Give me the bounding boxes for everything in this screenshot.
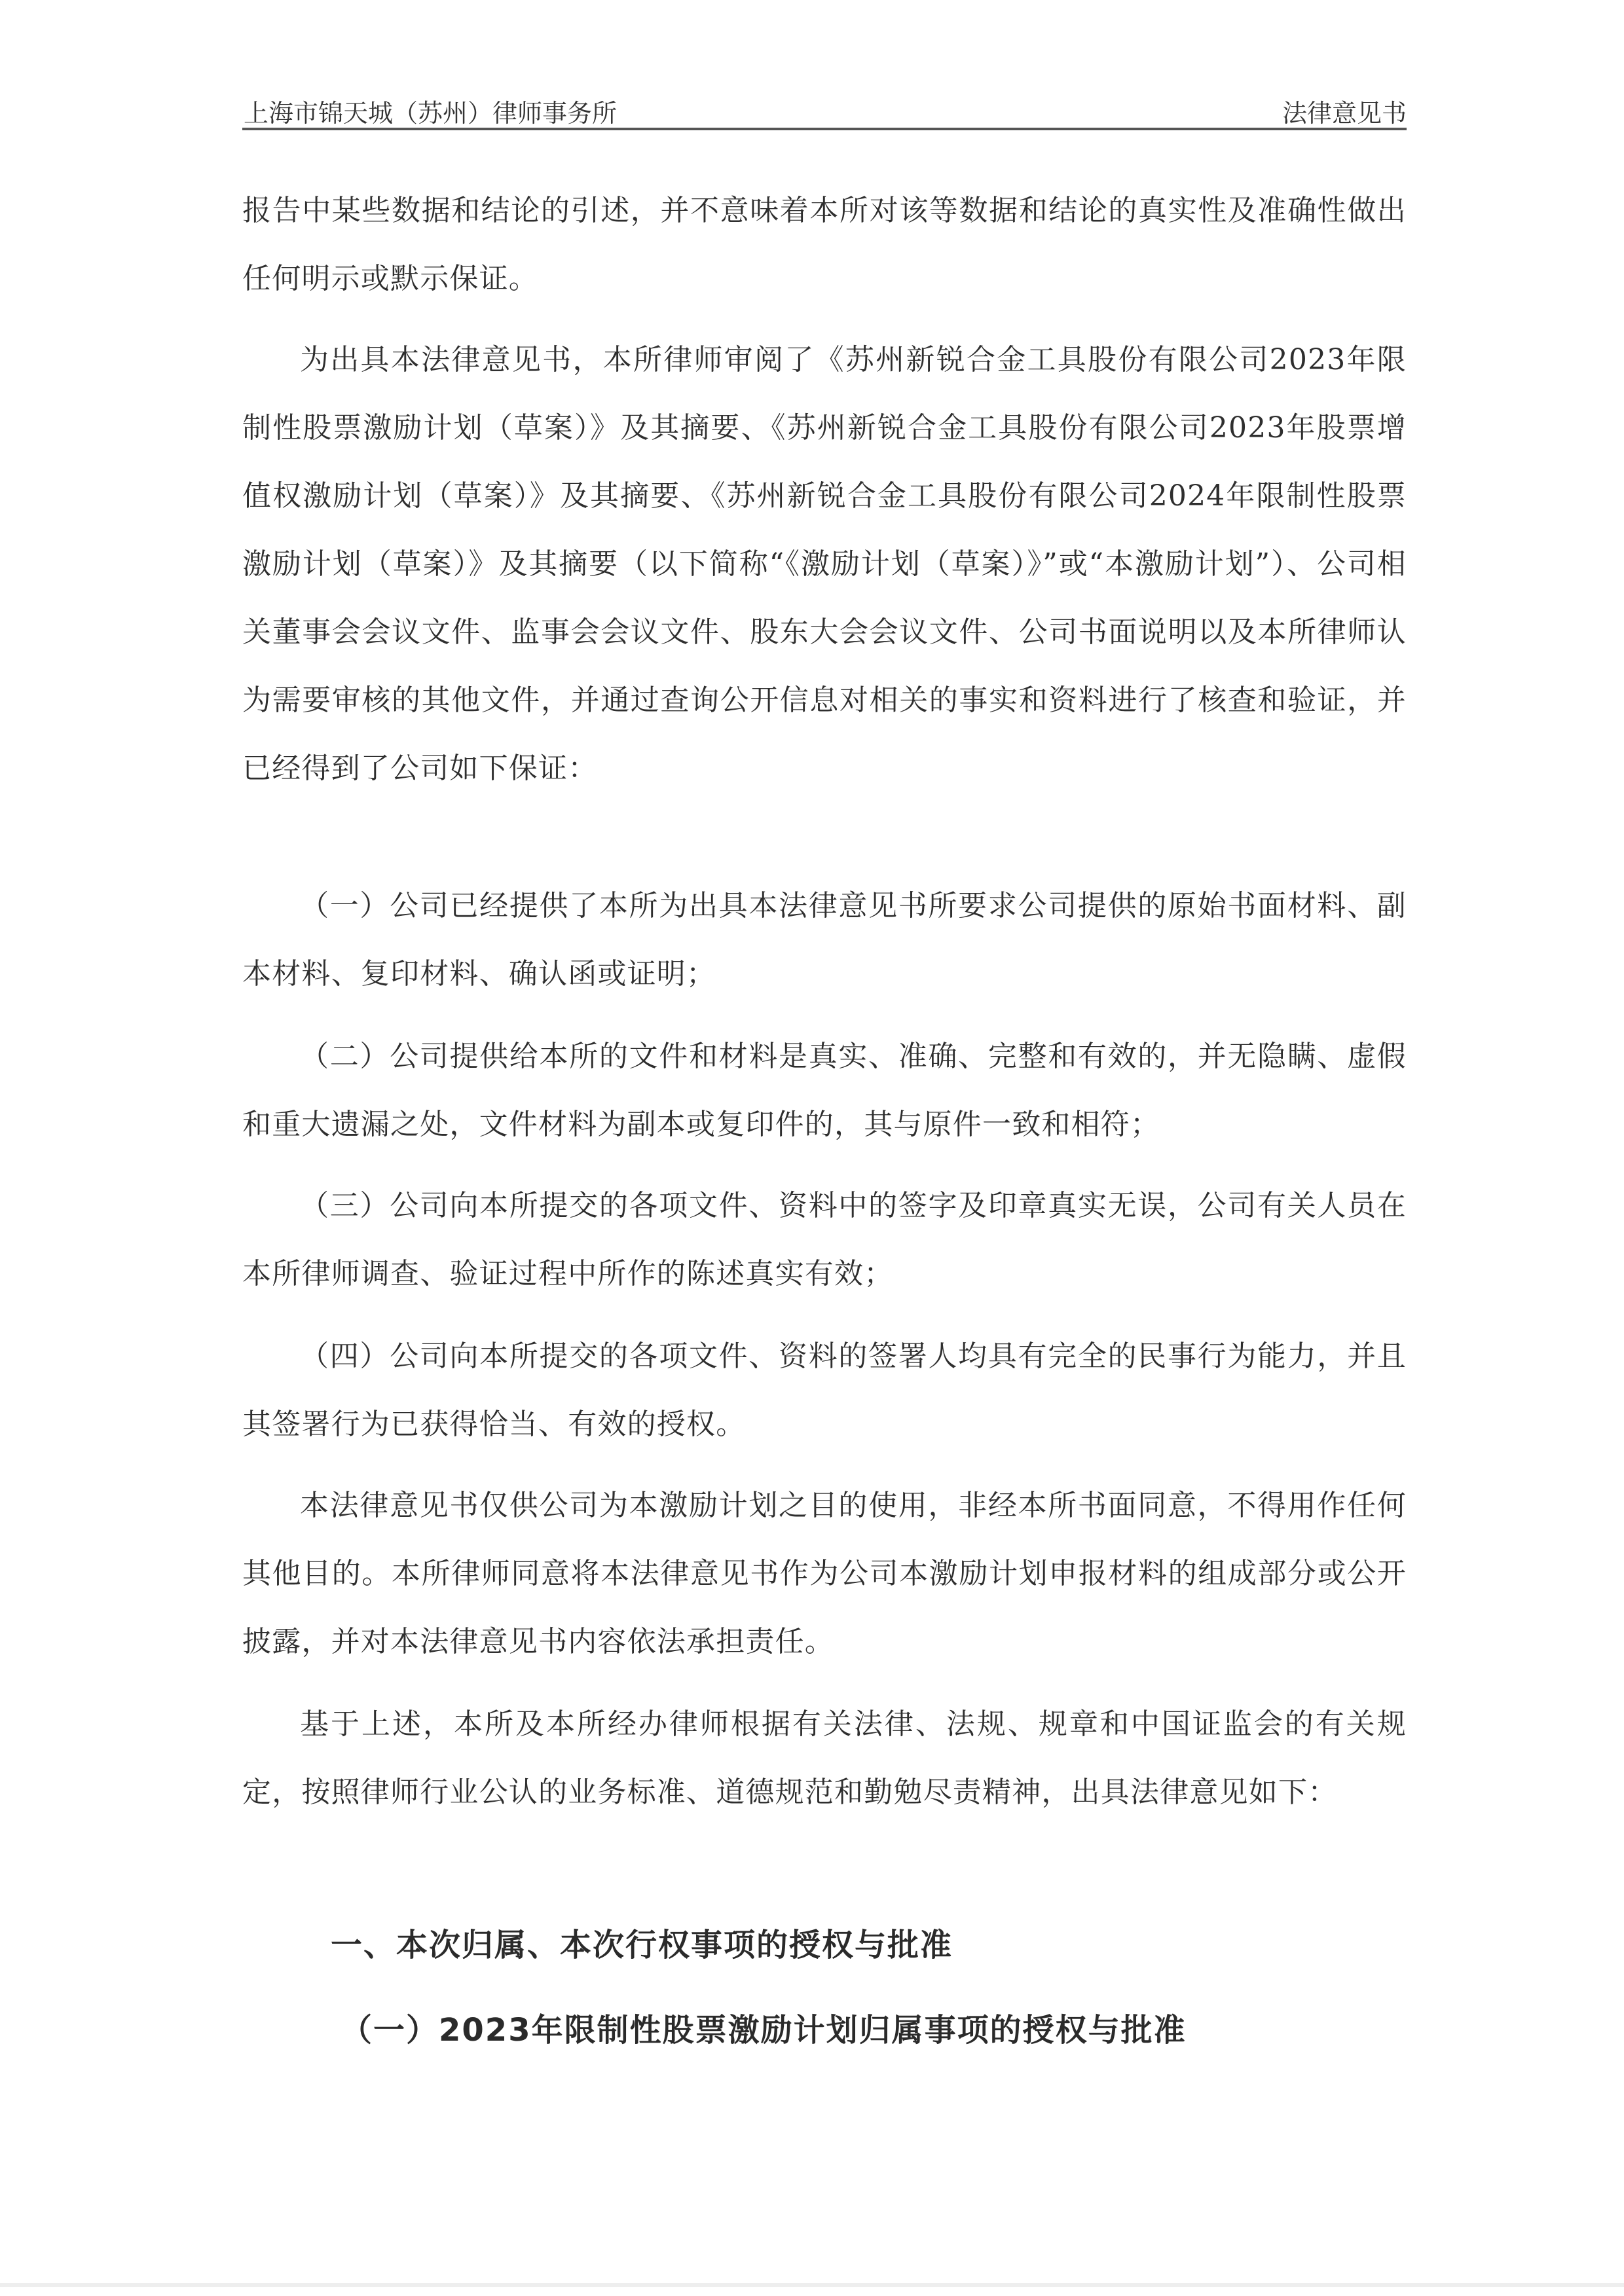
section-heading-authorization: 一、本次归属、本次行权事项的授权与批准 <box>331 1927 953 1963</box>
paragraph-basis-of-opinion: 基于上述，本所及本所经办律师根据有关法律、法规、规章和中国证监会的有关规定，按照律师行业公认的业务标准、道德规范和勤勉尽责精神，出具法律意见如下： <box>242 1707 1407 1809</box>
document-type-label: 法律意见书 <box>1282 99 1407 128</box>
paragraph-continuation: 报告中某些数据和结论的引述，并不意味着本所对该等数据和结论的真实性及准确性做出任何明示或默示保证。 <box>242 194 1407 295</box>
header-divider <box>242 128 1407 130</box>
subsection-heading-2023-plan: （一）2023年限制性股票激励计划归属事项的授权与批准 <box>341 2012 1187 2049</box>
paragraph-guarantee-4: （四）公司向本所提交的各项文件、资料的签署人均具有完全的民事行为能力，并且其签署行为已获得恰当、有效的授权。 <box>242 1339 1407 1441</box>
law-firm-name: 上海市锦天城（苏州）律师事务所 <box>244 99 618 128</box>
paragraph-guarantee-3: （三）公司向本所提交的各项文件、资料中的签字及印章真实无误，公司有关人员在本所律师调查、验证过程中所作的陈述真实有效； <box>242 1189 1407 1290</box>
paragraph-guarantee-1: （一）公司已经提供了本所为出具本法律意见书所要求公司提供的原始书面材料、副本材料、复印材料、确认函或证明； <box>242 889 1407 991</box>
page-header <box>242 92 1407 137</box>
paragraph-documents-reviewed: 为出具本法律意见书，本所律师审阅了《苏州新锐合金工具股份有限公司2023年限制性股票激励计划（草案）》及其摘要、《苏州新锐合金工具股份有限公司2023年股票增值权激励计划（草案）》及其摘要、《苏州新锐合金工具股份有限公司2024年限制性股票激励计划（草案）》及其摘要（以下简称“《激励计划（草案）》”或“本激励计划”）、公司相关董事会会议文件、监事会会议文件、股东大会会议文件、公司书面说明以及本所律师认为需要审核的其他文件，并通过查询公开信息对相关的事实和资料进行了核查和验证，并已经得到了公司如下保证： <box>242 343 1407 785</box>
paragraph-usage-restriction: 本法律意见书仅供公司为本激励计划之目的使用，非经本所书面同意，不得用作任何其他目的。本所律师同意将本法律意见书作为公司本激励计划申报材料的组成部分或公开披露，并对本法律意见书内容依法承担责任。 <box>242 1489 1407 1658</box>
paragraph-guarantee-2: （二）公司提供给本所的文件和材料是真实、准确、完整和有效的，并无隐瞒、虚假和重大遗漏之处，文件材料为副本或复印件的，其与原件一致和相符； <box>242 1040 1407 1141</box>
scan-edge-line <box>0 2283 1624 2287</box>
